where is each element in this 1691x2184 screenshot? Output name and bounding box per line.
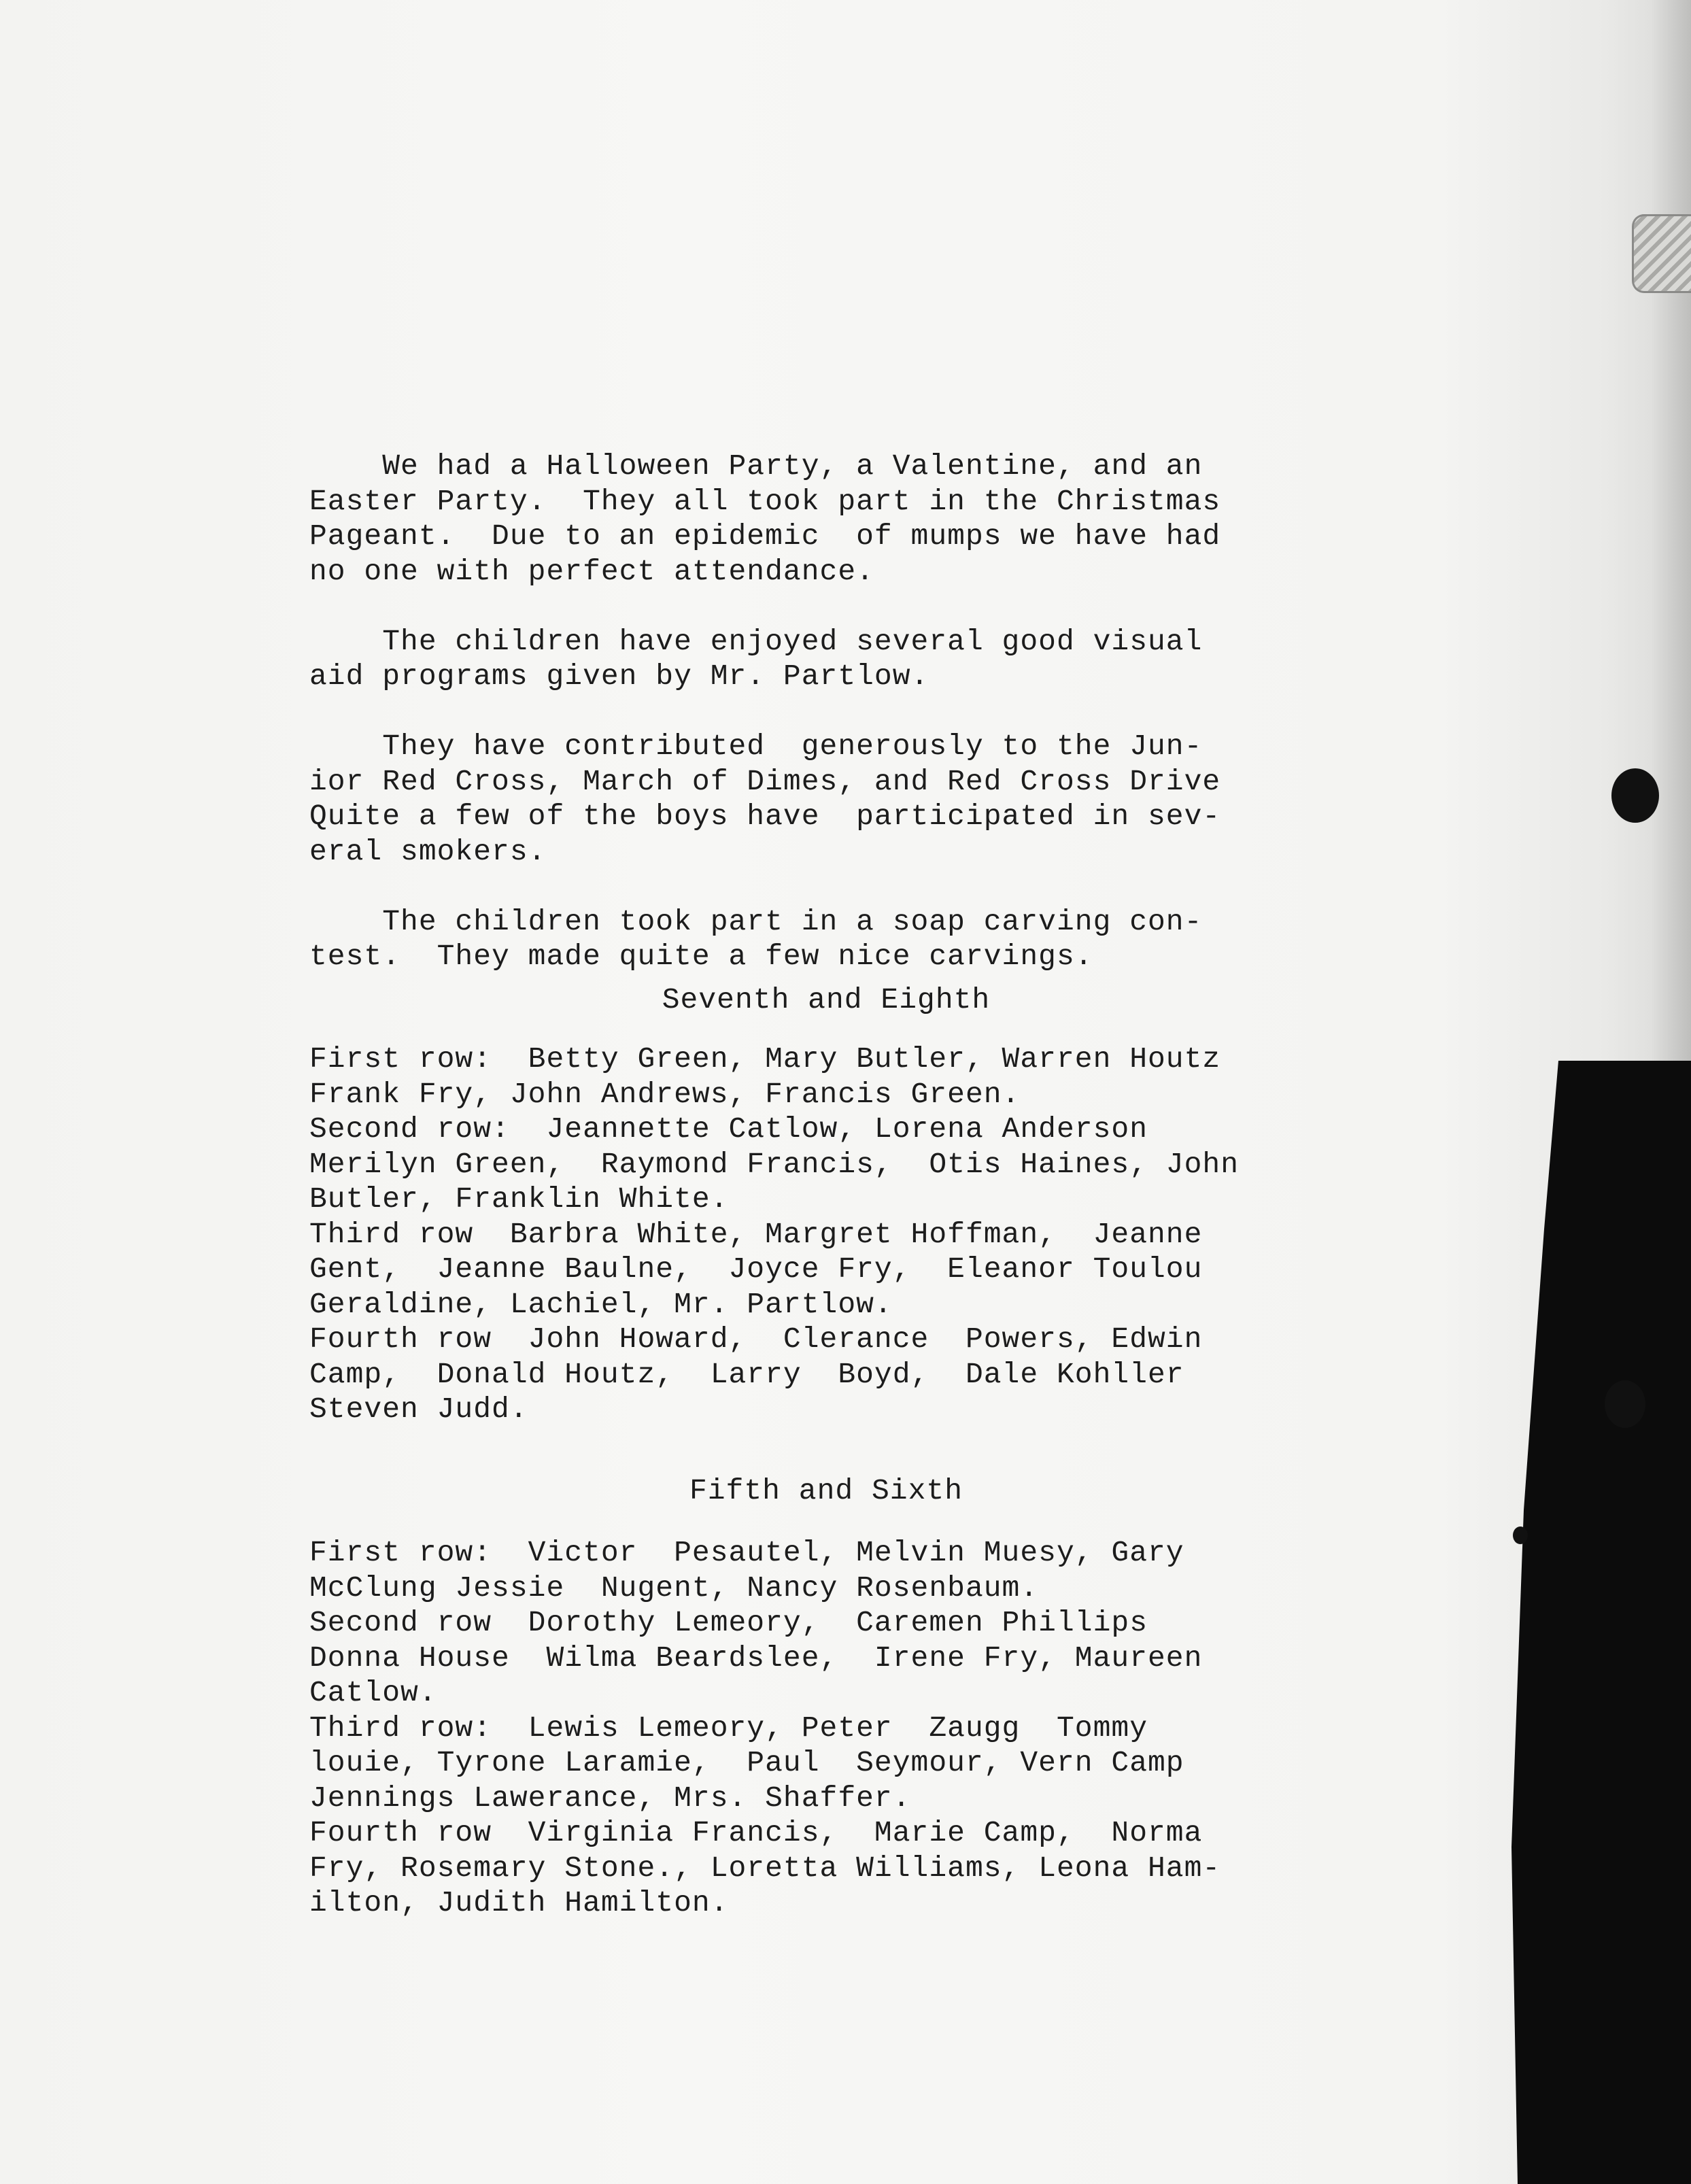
punch-hole — [1605, 1380, 1645, 1428]
roster-line: Third row Barbra White, Margret Hoffman, Jeanne — [309, 1217, 1203, 1251]
roster-line: Jennings Lawerance, Mrs. Shaffer. — [309, 1781, 911, 1815]
text-line: They have contributed generously to the Jun- — [309, 730, 1203, 763]
text-line: Quite a few of the boys have participated in sev- — [309, 800, 1221, 833]
text-line: eral smokers. — [309, 834, 547, 868]
paragraph-gap — [309, 694, 1370, 730]
text-line: The children have enjoyed several good visual — [309, 624, 1203, 658]
text-line: aid programs given by Mr. Partlow. — [309, 660, 929, 693]
paragraph-gap — [309, 974, 1370, 983]
paragraph-gap — [309, 1427, 1370, 1473]
punch-hole — [1513, 1526, 1528, 1544]
text-line: test. They made quite a few nice carvings. — [309, 940, 1093, 973]
roster-line: Fourth row John Howard, Clerance Powers, Edwin — [309, 1323, 1203, 1356]
roster-line: First row: Betty Green, Mary Butler, Warren Houtz — [309, 1042, 1221, 1076]
roster-line: Gent, Jeanne Baulne, Joyce Fry, Eleanor Toulou — [309, 1252, 1203, 1286]
roster-line: Fourth row Virginia Francis, Marie Camp, Norma — [309, 1816, 1203, 1849]
text-line: ior Red Cross, March of Dimes, and Red Cross Drive — [309, 764, 1221, 798]
text-line: no one with perfect attendance. — [309, 554, 874, 588]
roster-line: Camp, Donald Houtz, Larry Boyd, Dale Kohller — [309, 1357, 1184, 1391]
roster-line: Steven Judd. — [309, 1393, 528, 1426]
binding-string — [1632, 214, 1691, 293]
roster-line: ilton, Judith Hamilton. — [309, 1886, 729, 1919]
roster-line: Donna House Wilma Beardslee, Irene Fry, Maureen — [309, 1641, 1203, 1675]
roster-line: Second row: Jeannette Catlow, Lorena Anderson — [309, 1112, 1148, 1146]
roster-line: louie, Tyrone Laramie, Paul Seymour, Vern Camp — [309, 1746, 1184, 1779]
section-heading-fifth-sixth: Fifth and Sixth — [689, 1473, 963, 1507]
text-line: Easter Party. They all took part in the Christmas — [309, 484, 1221, 518]
binding-edge — [1487, 1061, 1691, 2184]
typed-text — [309, 449, 1370, 1921]
roster-line: McClung Jessie Nugent, Nancy Rosenbaum. — [309, 1571, 1039, 1605]
fifth-sixth-roster — [309, 1535, 1370, 1921]
roster-line: First row: Victor Pesautel, Melvin Muesy, Gary — [309, 1536, 1184, 1569]
seventh-eighth-roster — [309, 1042, 1370, 1427]
roster-line: Frank Fry, John Andrews, Francis Green. — [309, 1077, 1021, 1111]
roster-line: Butler, Franklin White. — [309, 1182, 729, 1216]
paragraph-gap — [309, 869, 1370, 904]
text-line: The children took part in a soap carving con- — [309, 904, 1203, 938]
roster-line: Second row Dorothy Lemeory, Caremen Phillips — [309, 1606, 1148, 1639]
section-heading-seventh-eighth: Seventh and Eighth — [662, 983, 991, 1017]
punch-hole — [1611, 768, 1659, 823]
paragraph-gap — [309, 1508, 1370, 1535]
roster-line: Third row: Lewis Lemeory, Peter Zaugg Tommy — [309, 1711, 1148, 1745]
roster-line: Merilyn Green, Raymond Francis, Otis Haines, John — [309, 1147, 1240, 1181]
paragraph-gap — [309, 589, 1370, 624]
roster-line: Geraldine, Lachiel, Mr. Partlow. — [309, 1287, 893, 1321]
roster-line: Fry, Rosemary Stone., Loretta Williams, Leona Ham- — [309, 1851, 1221, 1885]
text-line: Pageant. Due to an epidemic of mumps we have had — [309, 519, 1221, 553]
roster-line: Catlow. — [309, 1676, 437, 1709]
text-line: We had a Halloween Party, a Valentine, and an — [309, 449, 1203, 483]
paragraph-gap — [309, 1017, 1370, 1042]
